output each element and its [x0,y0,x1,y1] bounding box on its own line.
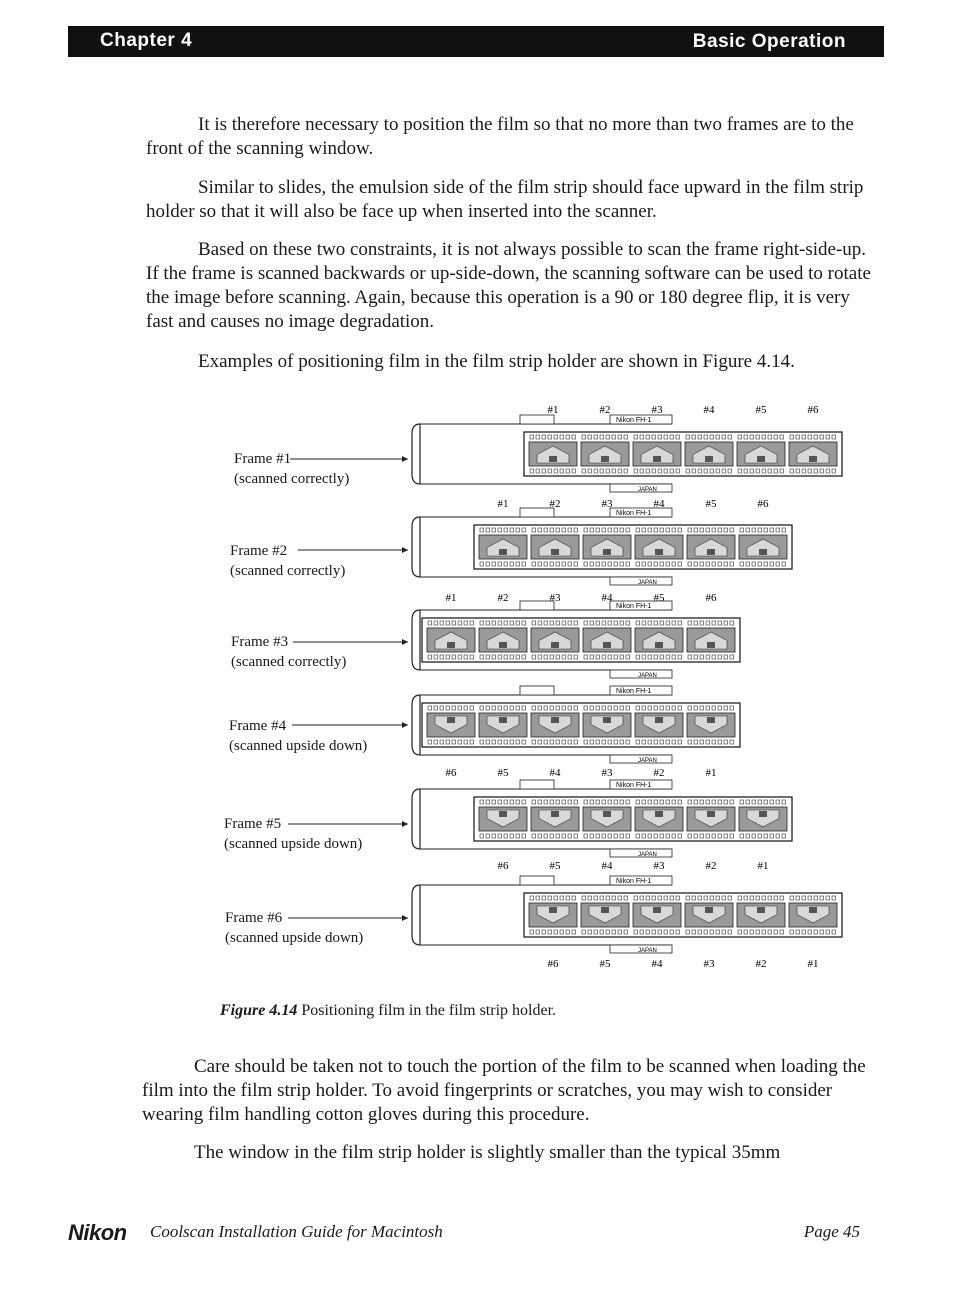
frame-number: #3 [653,860,665,872]
frame-number: #6 [705,592,717,604]
frame-number: #5 [497,767,509,779]
frame-house-door [603,642,611,648]
holder-tab [520,876,554,885]
frame-number: #6 [445,767,457,779]
frame-number: #6 [757,498,769,510]
frame-house-door [499,549,507,555]
frame-number: #3 [703,958,715,970]
frame-number: #2 [705,860,717,872]
frame-number: #3 [549,592,561,604]
frame-number: #2 [755,958,767,970]
frame-house-door [707,549,715,555]
holder-end [412,695,420,755]
frame-number: #5 [705,498,717,510]
frame-house-door [757,456,765,462]
frame-number: #1 [757,860,769,872]
film-holder-row-1 [290,404,842,493]
frame-house-door [655,717,663,723]
frame-number: #5 [599,958,611,970]
pointer-arrow-head [402,915,408,921]
footer-document-title: Coolscan Installation Guide for Macintosh [150,1222,443,1241]
frame-house-door [549,456,557,462]
film-holder-row-2 [298,498,792,586]
frame-number: #2 [549,498,561,510]
frame-number: #2 [599,404,611,416]
holder-model-label: Nikon FH-1 [616,878,652,885]
frame-house-door [551,549,559,555]
frame-number: #5 [549,860,561,872]
frame-house-door [447,717,455,723]
row-6-label: Frame #6 (scanned upside down) [225,910,364,946]
paragraph-5: Care should be taken not to touch the portion of the film to be scanned when loading the film into the film strip holder. To avoid fingerprints or scratches, you may wish to consider wearing film handling cotton gloves during this procedure. [142,1056,866,1125]
paragraph-1: It is therefore necessary to position the film so that no more than two frames are to the front of the scanning window. [146,114,854,159]
nikon-logo: Nikon [68,1220,127,1245]
frame-number: #2 [653,767,665,779]
frame-house-door [499,717,507,723]
frame-house-door [551,811,559,817]
holder-country-label: JAPAN [638,487,657,493]
row-3-label: Frame #3 (scanned correctly) [231,634,347,670]
chapter-title: Chapter 4 [100,30,193,51]
frame-house-door [707,642,715,648]
holder-model-label: Nikon FH-1 [616,688,652,695]
frame-house-door [499,642,507,648]
pointer-arrow-head [402,456,408,462]
paragraph-6: The window in the film strip holder is slightly smaller than the typical 35mm [194,1142,781,1163]
frame-house-door [655,549,663,555]
frame-number: #4 [651,958,663,970]
frame-house-door [655,642,663,648]
frame-number: #4 [703,404,715,416]
holder-model-label: Nikon FH-1 [616,782,652,789]
holder-country-label: JAPAN [638,673,657,679]
frame-number: #5 [755,404,767,416]
paragraph-3: Based on these two constraints, it is not always possible to scan the frame right-side-up. If the frame is scanned backwards or up-side-down, the scanning software can be used to rotate the image before scanning. Again, because this operation is a 90 or 180 degree flip, it is very fast and causes no image degradation. [146,239,871,332]
frame-house-door [653,456,661,462]
row-1-label: Frame #1 (scanned correctly) [234,451,350,487]
frame-number: #3 [601,767,613,779]
film-holder-row-3 [293,592,740,679]
frame-house-door [551,642,559,648]
holder-end [412,789,420,849]
frame-house-door [551,717,559,723]
figure-caption: Figure 4.14 Positioning film in the film strip holder. [220,1002,557,1019]
holder-country-label: JAPAN [638,948,657,954]
frame-number: #2 [497,592,509,604]
frame-house-door [603,717,611,723]
frame-number: #6 [497,860,509,872]
frame-number: #4 [549,767,561,779]
frame-number: #4 [601,860,613,872]
holder-end [412,517,420,577]
frame-house-door [549,907,557,913]
frame-number: #3 [651,404,663,416]
frame-house-door [499,811,507,817]
frame-number: #6 [807,404,819,416]
frame-number: #6 [547,958,559,970]
frame-number: #5 [653,592,665,604]
frame-house-door [809,907,817,913]
frame-number: #4 [653,498,665,510]
frame-house-door [601,456,609,462]
holder-tab [520,415,554,424]
frame-number: #4 [601,592,613,604]
frame-house-door [447,642,455,648]
frame-house-door [601,907,609,913]
film-holder-row-4 [292,686,740,779]
frame-number: #1 [705,767,717,779]
frame-house-door [705,907,713,913]
holder-tab [520,780,554,789]
holder-country-label: JAPAN [638,580,657,586]
paragraph-4: Examples of positioning film in the film strip holder are shown in Figure 4.14. [198,351,795,372]
pointer-arrow-head [402,639,408,645]
holder-end [412,610,420,670]
holder-country-label: JAPAN [638,852,657,858]
page-number: Page 45 [803,1222,860,1241]
frame-house-door [653,907,661,913]
holder-model-label: Nikon FH-1 [616,603,652,610]
section-title: Basic Operation [692,31,846,52]
frame-house-door [603,549,611,555]
frame-number: #3 [601,498,613,510]
frame-house-door [655,811,663,817]
frame-house-door [707,717,715,723]
frame-house-door [707,811,715,817]
row-4-label: Frame #4 (scanned upside down) [229,718,368,754]
frame-number: #1 [807,958,819,970]
frame-number: #1 [497,498,509,510]
frame-house-door [705,456,713,462]
holder-tab [520,686,554,695]
holder-model-label: Nikon FH-1 [616,417,652,424]
film-holder-row-5 [288,780,792,872]
holder-end [412,424,420,484]
pointer-arrow-head [402,547,408,553]
film-holder-row-6 [288,876,842,970]
frame-house-door [809,456,817,462]
row-5-label: Frame #5 (scanned upside down) [224,816,363,852]
holder-end [412,885,420,945]
frame-number: #1 [445,592,457,604]
frame-house-door [759,549,767,555]
pointer-arrow-head [402,722,408,728]
pointer-arrow-head [402,821,408,827]
frame-house-door [759,811,767,817]
row-2-label: Frame #2 (scanned correctly) [230,543,346,579]
holder-country-label: JAPAN [638,758,657,764]
paragraph-2: Similar to slides, the emulsion side of the film strip should face upward in the film strip holder so that it will also be face up when inserted into the scanner. [146,177,864,222]
frame-house-door [603,811,611,817]
frame-house-door [757,907,765,913]
frame-number: #1 [547,404,559,416]
holder-model-label: Nikon FH-1 [616,510,652,517]
